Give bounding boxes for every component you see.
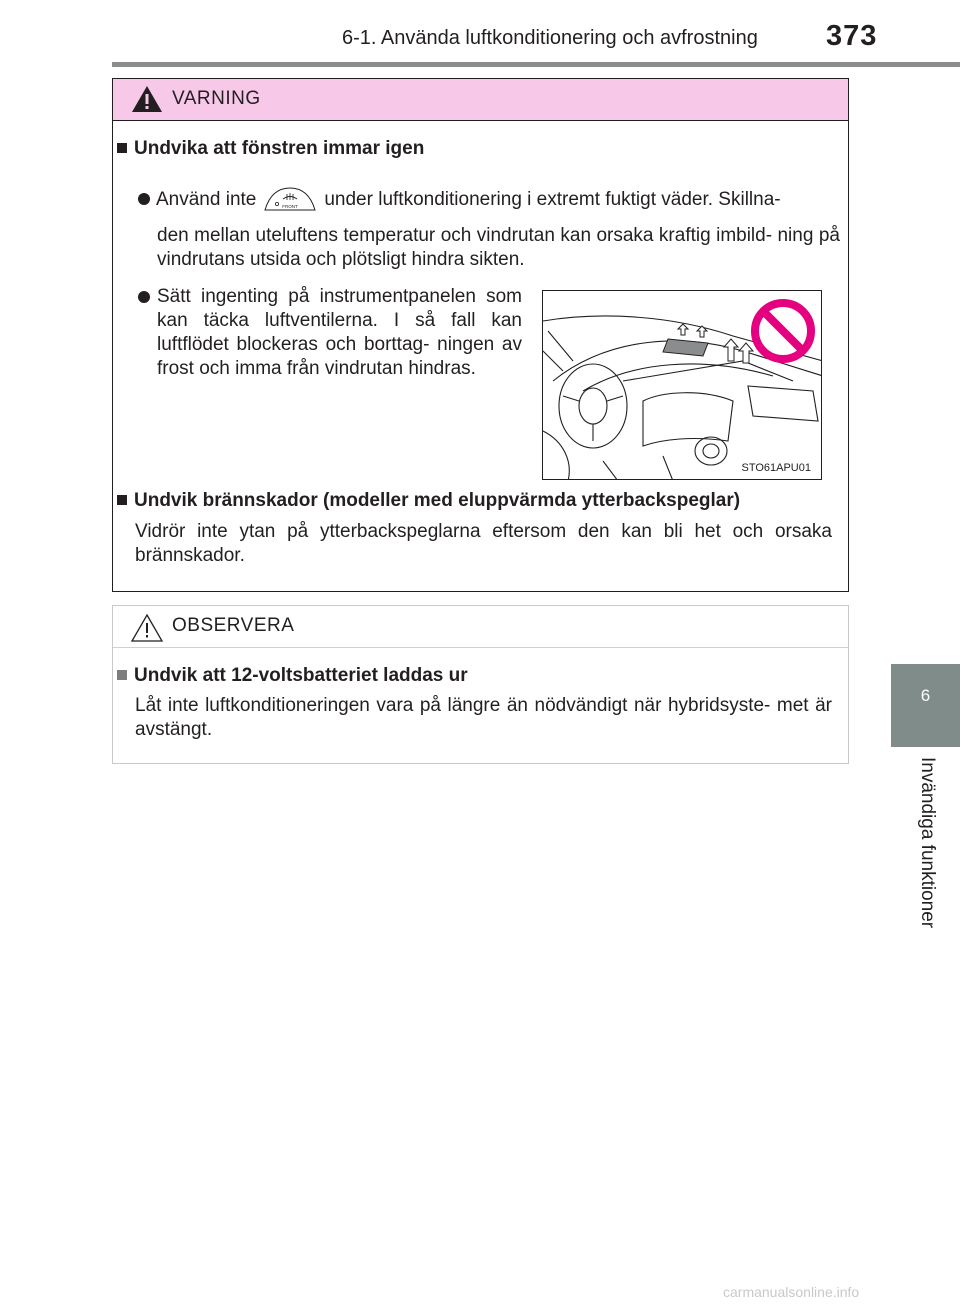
square-bullet-icon [117, 670, 127, 680]
chapter-number: 6 [920, 686, 931, 705]
square-bullet-icon [117, 495, 127, 505]
caution-section-1-title: Undvik att 12-voltsbatteriet laddas ur [117, 664, 468, 688]
caution-heading: OBSERVERA [172, 615, 295, 636]
caution-triangle-icon [131, 613, 163, 643]
warning-bullet-1-line1: Använd inte FRONT under luftkonditionering i extremt fuktigt väder. Skillna- [138, 186, 840, 212]
square-bullet-icon [117, 143, 127, 153]
prohibition-icon [755, 303, 811, 359]
warning-heading: VARNING [172, 88, 261, 109]
page-number: 373 [826, 20, 878, 52]
header-section-title: 6-1. Använda luftkonditionering och avfrostning [342, 27, 758, 49]
front-defroster-button-icon [262, 186, 318, 212]
warning-bullet-2-text: Sätt ingenting på instrumentpanelen som kan täcka luftventilerna. I så fall kan luftflödet blockeras och borttag- ningen av frost och imma från vindrutan hindras. [157, 286, 522, 379]
warning-bullet-1-continuation: den mellan uteluftens temperatur och vindrutan kan orsaka kraftig imbild- ning på vindrutans utsida och plötsligt hindra sikten. [157, 225, 840, 270]
warning-header [113, 79, 848, 121]
warning-triangle-icon [131, 84, 163, 114]
caution-section-1-body: Låt inte luftkonditioneringen vara på längre än nödvändigt när hybridsyste- met är avstängt. [135, 695, 832, 740]
chapter-tab [891, 664, 960, 747]
caution-header [113, 606, 848, 648]
chapter-title-wrap [891, 747, 960, 997]
round-bullet-icon [138, 193, 150, 205]
warning-section-2-body: Vidrör inte ytan på ytterbackspeglarna eftersom den kan bli het och orsaka brännskador. [135, 521, 832, 566]
warning-section-2-title: Undvik brännskador (modeller med eluppvärmda ytterbackspeglar) [117, 489, 740, 513]
illustration-code: STO61APU01 [741, 462, 811, 474]
svg-text:FRONT: FRONT [282, 204, 299, 209]
warning-bullet-2 [138, 285, 522, 381]
round-bullet-icon [138, 291, 150, 303]
watermark: carmanualsonline.info [723, 1284, 860, 1300]
dashboard-drawing [543, 291, 822, 480]
header-rule [112, 62, 960, 67]
dashboard-illustration [542, 290, 822, 480]
chapter-title: Invändiga funktioner [917, 757, 938, 929]
warning-section-1-title: Undvika att fönstren immar igen [117, 137, 424, 161]
